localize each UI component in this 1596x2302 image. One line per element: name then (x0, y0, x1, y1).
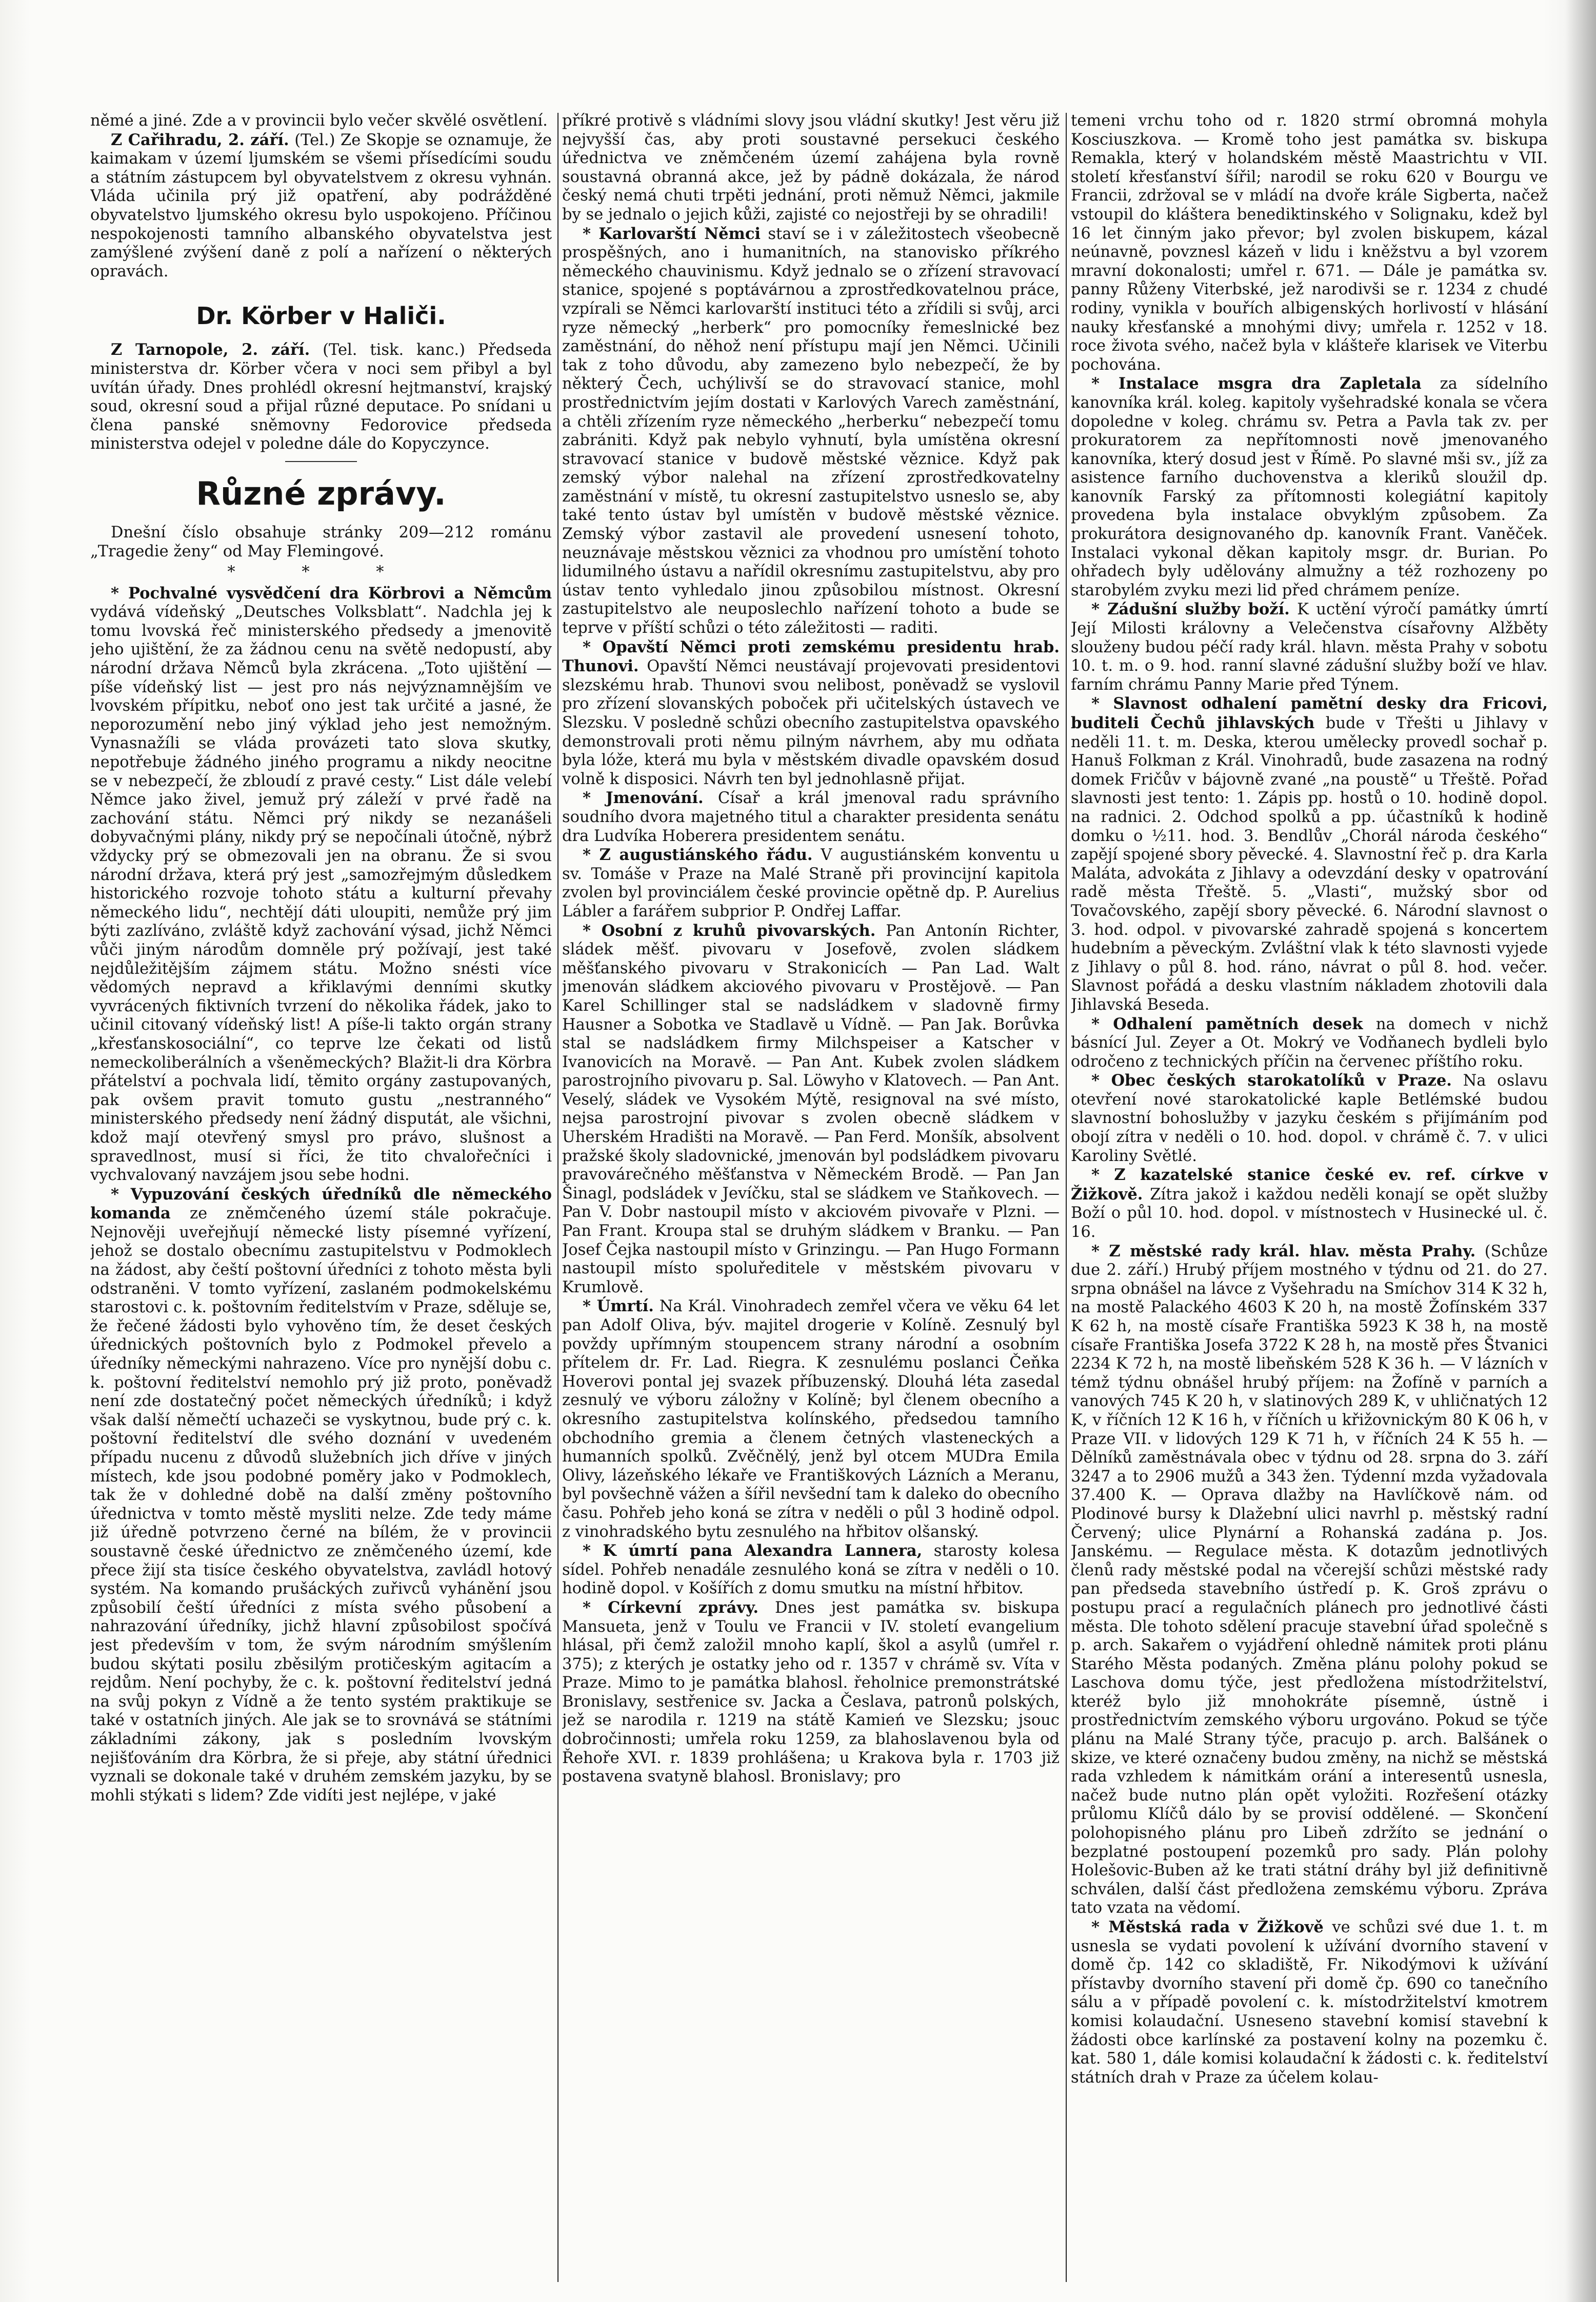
column-1 (90, 112, 552, 2286)
lead-in: * Úmrtí. (583, 1297, 654, 1316)
column-rule-2 (1066, 113, 1067, 2282)
paragraph: příkré protivě s vládními slovy jsou vládní skutky! Jest věru již nejvyšší čas, aby proti soustavné persekuci českého úřednictva ve zněmčeném území zahájena byla rovně soustavná obranná akce, jež by pádně dokázala, že národ český nemá chuti trpěti jednání, proti němuž Němci, jakmile by se jednalo o jejich kůži, zajisté co nejostřeji by se ohradili! (562, 112, 1060, 224)
page-edge-shadow (1565, 0, 1596, 2302)
paragraph-text: vydává vídeňský „Deutsches Volksblatt“. Nadchla jej k tomu lvovská řeč ministerského předsedy a jmenovitě jeho ujištění, že za žádnou cenu na světě nedopustí, aby národní država Němců byla zkrácena. „Toto ujištění — píše vídeňský list — jest pro nás nejvýznamnějším ve lvovském přípitku, neboť ono jest tak určité a jasné, že neporozumění nebo jiný výklad jeho jest nemožným. Vynasnažíli se vláda provázeti tato slova skutky, nepotřebuje žádného jiného programu a nikdy neocitne se v nebezpečí, že zbloudí z pravé cesty.“ List dále velebí Němce jako živel, jemuž prý záleží v prvé řadě na zachování státu. Němci prý nikdy se nezanášeli dobyvačnými plány, nikdy prý se nepočínali útočně, nýbrž vždycky prý se obmezovali jen na obranu. Že si svou národní država, která prý jest „samozřejmým důsledkem historického rozvoje tohoto státu a kulturní převahy německého lidu“, nechtějí dáti uloupiti, nemůže prý jim býti zazlíváno, zvláště když zachování výsad, jichž Němci vůči jiným národům domněle prý požívají, jest také nejdůležitějším zájmem státu. Možno snésti více vědomých nepravd a křiklavými denními skutky vyvrácených fiktivních tvrzení do několika řádek, jako to učinil citovaný vídeňský list! A píše-li takto orgán strany „křesťanskosociální“, co teprve lze čekati od listů nemeckoliberálních a všeněmeckých? Blažit-li dra Körbra přátelství a pochvala lidí, těmito orgány zastupovaných, pak ovšem pravit tomuto gustu „nestranného“ ministerského předsedy není žádný disputát, ale všichni, kdož mají otevřený smysl pro právo, slušnost a spravedlnost, musí si říci, že tito chvalořečníci i vychvalovaný navzájem jsou sebe hodni. (90, 603, 552, 1185)
dateline: Z Tarnopole, 2. září. (111, 341, 310, 359)
paragraph: Dnešní číslo obsahuje stránky 209—212 románu „Tragedie ženy“ od May Flemingové. (90, 523, 552, 561)
paragraph (562, 638, 1060, 789)
paragraph-text: ve schůzi své due 1. t. m usnesla se vydati povolení k užívání dvorního stavení v domě čp. 142 co skladiště, Fr. Nikodýmovi k užívání přístavby dvorního stavení při domě čp. 690 co tanečního sálu a v případě povolení c. k. místodržitelství kmotrem komisi kolaudační. Usneseno stavební komisí stavební k žádosti obce karlínské za postavení kolny na pozemku č. kat. 580 1, dále komisi kolaudační k žádosti c. k. ředitelství státních drah v Praze za účelem kolau- (1071, 1918, 1548, 2087)
dateline: Z Cařihradu, 2. září. (111, 130, 289, 149)
separator-stars: * * * (227, 563, 415, 582)
lead-in: * Odhalení pamětních desek (1091, 1014, 1363, 1033)
section-heading: Různé zprávy. (196, 474, 446, 512)
paragraph-text: (Schůze due 2. září.) Hrubý příjem mostného v týdnu od 21. do 27. srpna obnášel na lávce z Vyšehradu na Smíchov 314 K 32 h, na mostě Palackého 4603 K 20 h, na mostě Žofínském 337 K 62 h, na mostě císaře Františka 5923 K 38 h, na mostě císaře Františka Josefa 3722 K 28 h, na mostě přes Štvanici 2234 K 72 h, na mostě libeňském 528 K 36 h. — V lázních v témž týdnu obnášel hrubý příjem: na Žofíně v parních a vanových 745 K 20 h, v slatinových 289 K, v uhličnatých 12 K, v říčních 12 K 16 h, v říčních u křižovnickým 80 K 06 h, v Praze VII. v lidových 129 K 71 h, v říčních 24 K 55 h. — Dělníků zaměstnávala obec v týdnu od 28. srpna do 3. září 3247 a to 2906 mužů a 343 žen. Týdenní mzda vyžadovala 37.400 K. — Oprava dlažby na Havlíčkově nám. od Plodinové bursy k Dlažební ulici navrhl p. městský radní Červený; ulice Plynární a Rohanská zadána p. Jos. Janskému. — Regulace města. K dotazům jednotlivých členů rady městské podal na včerejší schůzi městské rady pan předseda stavebního ústředí p. K. Groš zprávu o postupu prací a regulačních plánech pro jednotlivé části města. Dle tohoto sdělení pracuje stavební úřad společně s p. arch. Sakařem o vyjádření ohledně námitek proti plánu Starého Města podaných. Změna plánu polohy pokud se Laschova domu týče, jest předložena místodržitelství, kteréž bylo již mnohokráte písemně, ústně i prostřednictvím zemského výboru urgováno. Pokud se týče plánu na Malé Strany týče, pracujo p. arch. Balšánek o skize, ve které označeny budou změny, na nichž se městská rada vzhledem k námitkám orání a interesentů usnesla, načež bude nutno plán opět vyložiti. Rozřešení otázky průlomu Klíčů dálo by se provisí oddělené. — Skončení polohopisného plánu pro Libeň zdržíto se jednání o bezplatné postoupení pozemků pro sady. Plán polohy Holešovic-Buben až ke trati státní dráhy byl již definitivně schválen, další část předložena zemskému výboru. Zpráva tato vzata na vědomí. (1071, 1242, 1548, 1917)
paragraph (562, 789, 1060, 846)
lead-in: * Církevní zprávy. (583, 1598, 759, 1617)
paragraph-text: na domech v nichž básnící Jul. Zeyer a Ot. Mokrý ve Vodňanech bydleli bylo odročeno z technických příčin na červenec příštího roku. (1071, 1015, 1548, 1071)
paragraph (562, 922, 1060, 1297)
lead-in: * Instalace msgra dra Zapletala (1091, 374, 1422, 393)
lead-in: * Pochvalné vysvědčení dra Körbrovi a Němcům (111, 584, 552, 603)
paragraph-text: (Tel.) Ze Skopje se oznamuje, že kaimakam v území ljumském se všemi přísedícími soudu a státním zástupcem byl obyvatelstvem z okresu vyhnán. Vláda učinila prý již opatření, aby podrážděné obyvatelstvo ljumského okresu bylo uspokojeno. Příčinou nespokojenosti tamního albanského obyvatelstva jest zamýšlené zvýšení daně z polí a nařízení o některých opravách. (90, 131, 552, 281)
lead-in: * Karlovarští Němci (583, 224, 761, 243)
paragraph (1071, 1166, 1548, 1242)
paragraph: temeni vrchu toho od r. 1820 strmí obromná mohyla Kosciuszkova. — Kromě toho jest památka sv. biskupa Remakla, který v holandském městě Maastrichtu v VII. století křesťanství šířil; narodil se roku 620 v Bourgu ve Francii, zdržoval se v mládí na dvoře krále Sigberta, načež vstoupil do kláštera benediktinského v Solignaku, kdež byl 16 let činným jako převor; byl zvolen biskupem, kázal neúnavně, povznesl kázeň v lidu i kněžstvu a byl vzorem mravní dokonalosti; umřel r. 671. — Dále je památka sv. panny Růženy Viterbské, jež narodivši se r. 1234 z chudé rodiny, vynikla v bouřích albigenských horlivostí v hlásání nauky křesťanské a mnohými divy; umřela r. 1252 v 18. roce života svého, načež byla v klášteře klarisek ve Viterbu pochována. (1071, 112, 1548, 374)
paragraph (562, 225, 1060, 638)
paragraph (562, 1542, 1060, 1598)
paragraph (562, 1598, 1060, 1787)
divider (285, 461, 357, 462)
paragraph-text: V augustiánském konventu u sv. Tomáše v Praze na Malé Straně při provincijní kapitola zvolen byl provinciálem české provincie opětně dp. P. Aurelius Lábler a farářem subprior P. Ondřej Laffar. (562, 846, 1060, 920)
lead-in: * Z městské rady král. hlav. města Prahy. (1091, 1242, 1476, 1260)
column-rule-1 (557, 113, 558, 2282)
section-heading: Dr. Körber v Haliči. (196, 302, 446, 330)
paragraph (90, 1185, 552, 1806)
paragraph (90, 584, 552, 1185)
lead-in: * Osobní z kruhů pivovarských. (583, 921, 876, 940)
paragraph (1071, 1015, 1548, 1072)
lead-in: * K úmrtí pana Alexandra Lannera, (583, 1542, 923, 1560)
paragraph-text: Císař a král jmenoval radu správního soudního dvora majetného titul a charakter presidenta senátu dra Ludvíka Hoberera presidentem senátu. (562, 789, 1060, 845)
paragraph-text: K uctění výročí památky úmrtí Její Milosti královny a Velečenstva císařovny Alžběty slouženy budou péčí rady král. hlavn. města Prahy v sobotu 10. t. m. o 9. hod. ranní slavné zádušní služby boží ve hlav. farním chrámu Panny Marie před Týnem. (1071, 600, 1548, 694)
paragraph-text: za sídelního kanovníka král. koleg. kapitoly vyšehradské konala se včera dopoledne v koleg. chrámu sv. Petra a Pavla tak zv. per prokuratorem za nepřítomnosti nově jmenovaného kanovníka, který dosud jest v Římě. Po slavné mši sv., jíž za asistence farního duchovenstva a kleriků sloužil dp. kanovník Farský za přítomnosti kolegiátní kapitoly provedena byla instalace obvyklým způsobem. Za prokurátora designovaného dp. kanovník Frant. Vaněček. Instalaci vykonal děkan kapitoly msgr. dr. Burian. Po ohřadech byly udělovány almužny a též rozhozeny po starobylém zvyku mezi lid před chrámem peníze. (1071, 375, 1548, 599)
paragraph-text: Na oslavu otevření nové starokatolické kaple Betlémské budou slavnostní bohoslužby v jazyku českém s přijímáním pod obojí zítra v neděli o 10. hod. dopol. v chrámě č. 7. v ulici Karoliny Světlé. (1071, 1072, 1548, 1165)
paragraph (1071, 1071, 1548, 1166)
paragraph-text: (Tel. tisk. kanc.) Předseda ministerstva dr. Körber včera v noci sem přibyl a byl uvítán úřady. Dnes prohlédl okresní hejtmanství, krajský soud, okresní soud a přijal různé deputace. Po snídani u člena panské sněmovny Fedorovice předseda ministerstva odejel v poledne dále do Kopyczynce. (90, 341, 552, 453)
paragraph-text: Opavští Němci neustávají projevovati presidentovi slezskému hrab. Thunovi svou nelibost, poněvadž se vyslovil pro zřízení slovanských poboček při učitelských ústavech ve Slezsku. V posledně schůzi obecního zastupitelstva opavského demonstrovali proti němu pilným návrhem, aby mu odňata byla lóže, která mu byla v městském divadle opavském dosud volně k disposici. Návrh ten byl jednohlasně přijat. (562, 657, 1060, 788)
paragraph-text: Zítra jakož i každou neděli konají se opět služby Boží o půl 10. hod. dopol. v místnostech v Husinecké ul. č. 16. (1071, 1185, 1548, 1242)
paragraph-text: ze zněmčeného území stále pokračuje. Nejnověji uveřejňují německé listy písemné vyřízení, jehož se dostalo obecnímu zastupitelstvu v Podmoklech na žádost, aby čeští poštovní úředníci z tohoto města byli odstraněni. V tomto vyřízení, zaslaném podmokelskému starostovi c. k. poštovním ředitelstvím v Praze, sděluje se, že řečené žádosti bylo vyhověno tím, že deset českých úřednických poštovních bylo z Podmokel převelo a úředníky německými nahrazeno. Více pro nynější dobu c. k. poštovní ředitelství nemohlo prý již proto, poněvadž není zde dostatečný počet německých úředníků; i když však další němečtí uchazeči se vyskytnou, bude prý c. k. poštovní ředitelství dle svého doznání v uvedeném případu nucenu z důvodů služebních jich dříve v jiných místech, kde jsou podobné poměry jako v Podmoklech, tak že v dohledné době na další změny poštovního úřednictva v tomto městě mysliti nelze. Zde tedy máme již úředně potvrzeno černé na bílém, že v provincii soustavně české úřednictvo ze zněmčeného území, kde přece žijí sta tisíce českého obyvatelstva, zavládl hotový systém. Na komando prušáckých zuřivců vyhánění jsou způsobilí čeští úředníci z místa svého působení a nahrazování úředníky, jichž hlavní způsobilost spočívá jest především v tom, že svým národním smýšlením budou skýtati posilu zběsilým protičeským agitacím a rejdům. Není pochyby, že c. k. poštovní ředitelství jedná na svůj pokyn z Vídně a že tento systém praktikuje se také v ostatních jiných. Ale jak se to srovnává se státními základními zákony, jak s posledním lvovským nejišťováním dra Körbra, že si přeje, aby státní úřednici vyznali se dokonale také v druhém zemském jazyku, by se mohli stýkati s lidem? Zde vidíti jest nejlépe, v jaké (90, 1205, 552, 1805)
paragraph-text: staví se i v záležitostech všeobecně prospěšných, ano i humanitních, na stanovisko příkrého německého chauvinismu. Když jednalo se o zřízení stravovací stanice, spojené s poptávárnou a zprostředkovatelnou práce, vzpírali se Němci karlovarští instituci této a zřídili si svůj, arci ryze německý „herberk“ pro pomocníky řemeslnické bez zaměstnání, do něhož není přístupu mají jen Němci. Učinili tak z toho důvodu, aby zamezeno bylo nebezpečí, že by některý Čech, uchýlivší se do stravovací stanice, mohl prostřednictvím jejím dostati v Karlových Varech zaměstnání, a chtěli zřízením ryze německého „herberku“ nebezpečí tomu zabrániti. Když pak nebylo vyhnutí, byla umístěna okresní stravovací stanice v budově městské věznice. Když pak zemský výbor nalehal na zřízení zprostředkovatelny zaměstnání v místě, tu okresní zastupitelstvo usneslo se, aby také tento ústav byl umístěn v budově městské věznice. Zemský výbor zastavil ale provedení usnesení tohoto, neuznávaje městskou věznici za vhodnou pro umístění tohoto lidumilného ústavu a nařídil okresnímu zastupitelstvu, aby pro ústav tento vyhledalo jinou způsobilou místnost. Okresní zastupitelstvo ale neuposlechlo nařízení tohoto a bude se teprve v příští schůzi o této záležitosti — raditi. (562, 225, 1060, 637)
lead-in: * Opavští Němci proti zemskému presidentu hrab. Thunovi. (562, 637, 1060, 676)
lead-in: * Zádušní služby boží. (1091, 600, 1290, 619)
paragraph (562, 1297, 1060, 1542)
lead-in: * Obec českých starokatolíků v Praze. (1091, 1071, 1452, 1090)
paragraph (1071, 374, 1548, 600)
column-3 (1071, 112, 1548, 2286)
paragraph (1071, 1242, 1548, 1918)
paragraph-text: Pan Antonín Richter, sládek měšť. pivovaru v Josefově, zvolen sládkem měšťanského pivovaru v Strakonicích — Pan Lad. Walt jmenován sládkem akciového pivovaru v Prostějově. — Pan Karel Schillinger stal se nadsládkem v sladovně firmy Hausner a Sobotka ve Stadlavě u Vídně. — Pan Jak. Borůvka stal se nadsládkem firmy Milchspeiser a Katscher v Ivanovicích na Moravě. — Pan Ant. Kubek zvolen sládkem parostrojního pivovaru p. Sal. Löwyho v Klatovech. — Pan Ant. Veselý, sládek ve Vysokém Mýtě, resignoval na své místo, nejsa parostrojní pivovar s zvolen obecně sládkem v Uherském Hradišti na Moravě. — Pan Ferd. Monšík, absolvent pražské školy sladovnické, jmenován byl podsládkem pivovaru pravovárečného měšťanstva v Německém Brodě. — Pan Jan Šinagl, podsládek v Jevíčku, stal se sládkem ve Staňkovech. — Pan V. Dobr nastoupil místo v akciovém pivovaře v Plzni. — Pan Frant. Kroupa stal se druhým sládkem v Branku. — Pan Josef Čejka nastoupil místo v Grinzingu. — Pan Hugo Formann nastoupil místo spoluředitele v městském pivovaru v Krumlově. (562, 922, 1060, 1296)
paragraph (1071, 694, 1548, 1014)
paragraph (1071, 1918, 1548, 2087)
paragraph-text: Dnes jest památka sv. biskupa Mansueta, jenž v Toulu ve Francii v IV. století evangelium hlásal, při čemž založil mnoho kaplí, škol a asylů (umřel r. 375); z kterých je ostatky jeho od r. 1357 v chrámě sv. Víta v Praze. Mimo to je památka blahosl. řeholnice premonstrátské Bronislavy, sestřenice sv. Jacka a Česlava, patronů polských, jež se narodila r. 1219 na státě Kamień ve Slezsku; jsouc dobročinnosti; umřela roku 1259, za blahoslavenou byla od Řehoře XVI. r. 1839 prohlášena; u Krakova byla r. 1703 již postavena svatyně blahosl. Bronislavy; pro (562, 1598, 1060, 1786)
lead-in: * Z kazatelské stanice české ev. ref. církve v Žižkově. (1071, 1166, 1548, 1204)
lead-in: * Slavnost odhalení pamětní desky dra Fricovi, buditeli Čechů jihlavských (1071, 694, 1548, 732)
lead-in: * Jmenování. (583, 789, 704, 808)
paragraph-text: Na Král. Vinohradech zemřel včera ve věku 64 let pan Adolf Oliva, býv. majitel drogerie v Kolíně. Zesnulý byl povždy upřímným stoupencem strany národní a osobním přítelem dr. Fr. Lad. Riegra. K zesnulému poslanci Čeňka Hoverovi pontal jej svazek příbuzenský. Dlouhá léta zasedal zesnulý ve výboru záložny v Kolíně; byl členem obecního a okresního zastupitelstva kolínského, předsedou tamního obchodního gremia a členem četných vlasteneckých a humanních spolků. Zvěčnělý, jenž byl otcem MUDra Emila Olivy, lázeňského lékaře ve Františkových Lázních a Meranu, byl povšechně vážen a šířil nevšední tam k daleko do obecního času. Pohřeb jeho koná se zítra v neděli o půl 3 hodině odpol. z vinohradského bytu zesnulého na hřbitov olšanský. (562, 1297, 1060, 1541)
lead-in: * Městská rada v Žižkově (1091, 1918, 1324, 1936)
column-2 (562, 112, 1060, 2286)
lead-in: * Vypuzování českých úředníků dle německého komanda (90, 1185, 552, 1223)
paragraph (1071, 600, 1548, 694)
paragraph: němé a jiné. Zde a v provincii bylo večer skvělé osvětlení. (90, 112, 548, 130)
paragraph-text: starosty kolesa sídel. Pohřeb nenadále zesnulého koná se zítra v neděli o 10. hodině dopol. v Košířích z domu smutku na místní hřbitov. (562, 1542, 1060, 1598)
paragraph-text: bude v Třešti u Jihlavy v neděli 11. t. m. Deska, kterou umělecky provedl sochař p. Hanuš Folkman z Král. Vinohradů, bude zasazena na rodný domek Fričův v bájovně zvané „na poustě“ u Třeště. Pořad slavnosti jest tento: 1. Zápis pp. hostů o 10. hodině dopol. na radnici. 2. Odchod spolků a pp. účastníků k hodině domku o ½11. hod. 3. Bendlův „Chorál národa českého“ zapějí spojené sbory pěvecké. 4. Slavnostní řeč p. dra Karla Maláta, advokáta z Jihlavy a odevzdání desky v opatrování radě města Třeště. 5. „Vlasti“, mužský sbor od Tovačovského, zapějí sbory pěvecké. 6. Národní slavnost o 3. hod. odpol. v pivovarské zahradě spojená s koncertem hudebním a pěveckým. Zvláštní vlak k této slavnosti vyjede z Jihlavy o půl 8. hod. ráno, návrat o půl 8. hod. večer. Slavnost pořádá a desku vlastním nákladem zhotovili dala Jihlavská Beseda. (1071, 714, 1548, 1014)
paragraph (562, 846, 1060, 921)
lead-in: * Z augustiánského řádu. (583, 846, 813, 865)
paragraph (90, 341, 552, 454)
paragraph (90, 131, 552, 282)
